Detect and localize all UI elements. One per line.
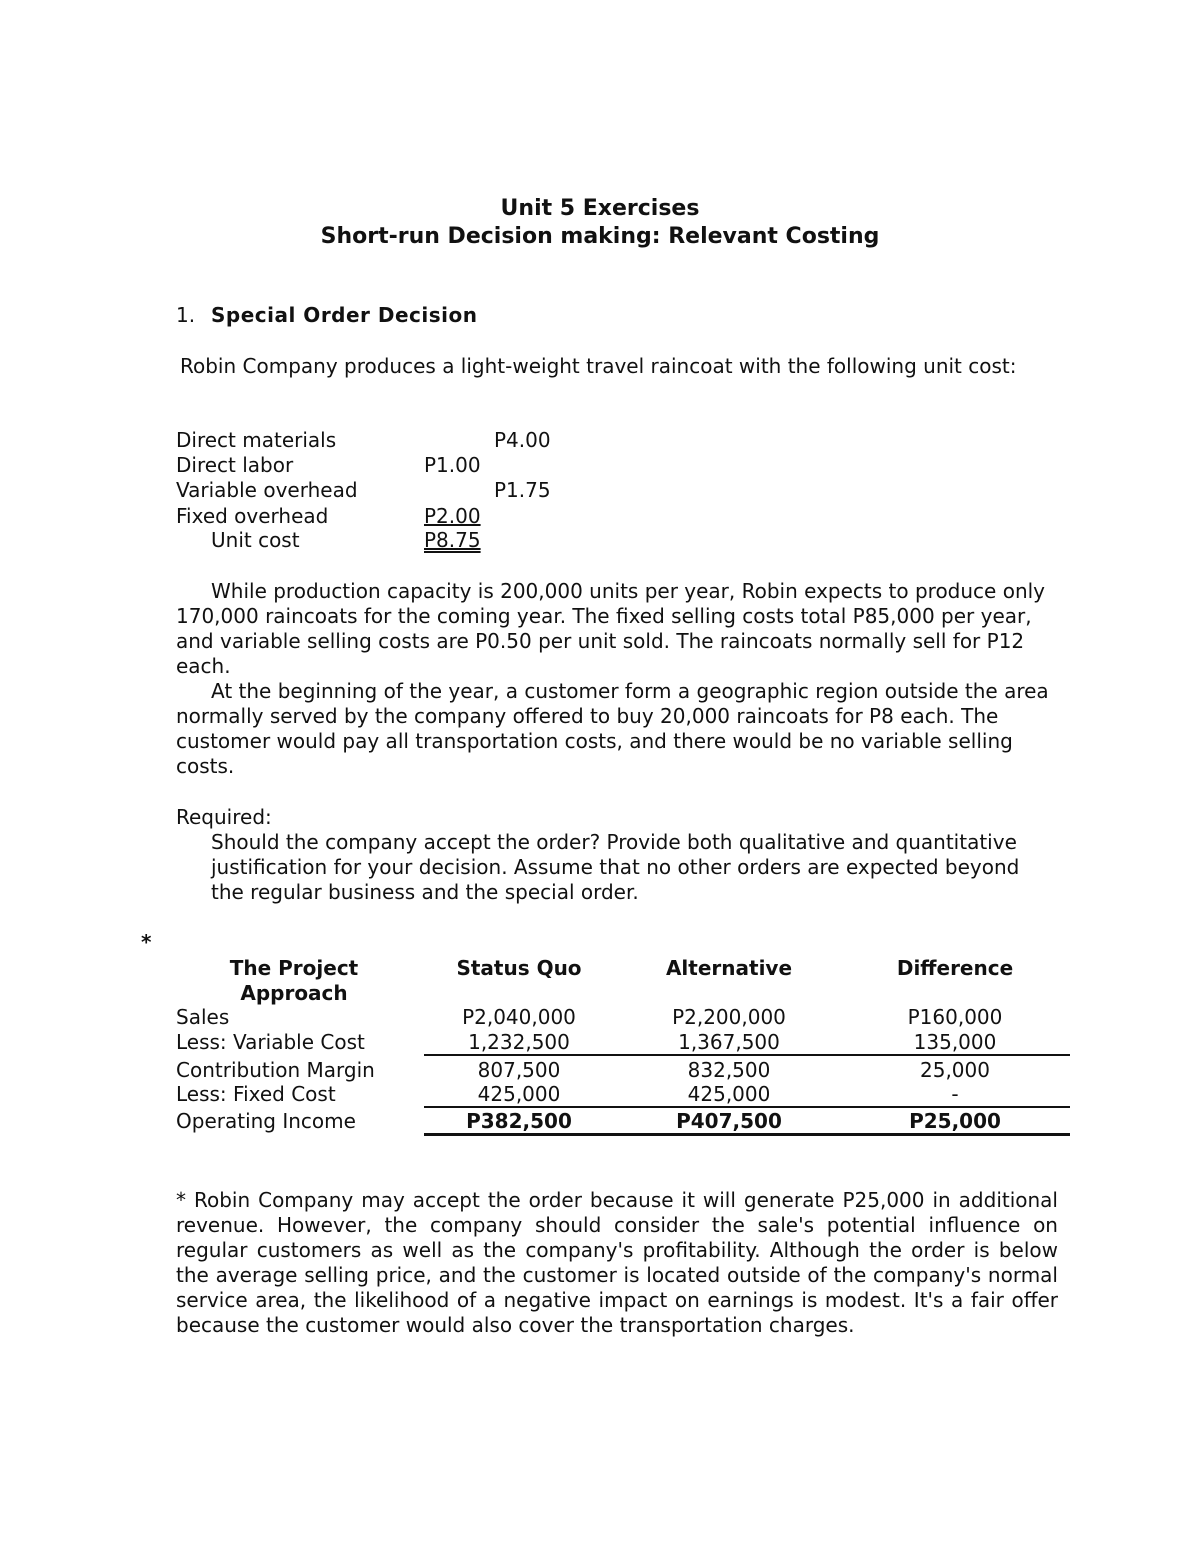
table-cell: 1,367,500 (678, 1030, 780, 1054)
table-rule (424, 1106, 1070, 1108)
cost-value: P1.75 (494, 478, 551, 502)
cost-label: Variable overhead (176, 478, 358, 502)
table-cell-total: P407,500 (676, 1109, 782, 1133)
table-cell: P2,200,000 (672, 1005, 786, 1029)
table-cell-total: P382,500 (466, 1109, 572, 1133)
cost-total-value: P8.75 (424, 528, 481, 552)
cost-label: Direct materials (176, 428, 337, 452)
table-row-label: Operating Income (176, 1109, 356, 1133)
required-text: Should the company accept the order? Provide both qualitative and quantitative justification for your decision. Assume that no other orders are expected beyond the regular business and the special order. (211, 830, 1020, 904)
table-header: Status Quo (456, 956, 582, 980)
required-label: Required: (176, 805, 272, 829)
table-cell: 135,000 (913, 1030, 997, 1054)
cost-value: P4.00 (494, 428, 551, 452)
table-header: Difference (896, 956, 1014, 980)
asterisk-marker: * (141, 930, 152, 954)
table-row-label: Less: Fixed Cost (176, 1082, 336, 1106)
body-paragraph: At the beginning of the year, a customer form a geographic region outside the area normally served by the company offered to buy 20,000 raincoats for P8 each. The customer would pay all transportation costs, and there would be no variable selling costs. (176, 679, 1049, 778)
cost-value: P2.00 (424, 504, 481, 528)
table-cell: 807,500 (477, 1058, 561, 1082)
table-cell: 25,000 (920, 1058, 990, 1082)
cost-label: Direct labor (176, 453, 294, 477)
cost-total-label: Unit cost (211, 528, 300, 552)
table-total-rule (424, 1133, 1070, 1136)
table-row-label: Less: Variable Cost (176, 1030, 365, 1054)
table-header: Alternative (665, 956, 793, 980)
table-cell: - (951, 1082, 959, 1106)
conclusion-paragraph: * Robin Company may accept the order because it will generate P25,000 in additional revenue. However, the company should consider the sale's potential influence on regular customers as well as the company's profitability. Although the order is below the average selling price, and the customer is located outside of the company's normal service area, the likelihood of a negative impact on earnings is modest. It's a fair offer because the customer would also cover the transportation charges. (176, 1188, 1058, 1337)
body-paragraph: While production capacity is 200,000 units per year, Robin expects to produce only 170,000 raincoats for the coming year. The fixed selling costs total P85,000 per year, and variable selling costs are P0.50 per unit sold. The raincoats normally sell for P12 each. (176, 579, 1046, 678)
table-header: The Project Approach (229, 956, 359, 1005)
table-cell: 1,232,500 (468, 1030, 570, 1054)
document-title: Unit 5 Exercises (500, 196, 700, 221)
cost-label: Fixed overhead (176, 504, 329, 528)
table-row-label: Contribution Margin (176, 1058, 375, 1082)
table-cell: P160,000 (907, 1005, 1003, 1029)
table-cell: P2,040,000 (462, 1005, 576, 1029)
section-heading: Special Order Decision (211, 303, 478, 327)
intro-paragraph: Robin Company produces a light-weight travel raincoat with the following unit cost: (180, 354, 1017, 378)
table-cell: 832,500 (687, 1058, 771, 1082)
table-cell-total: P25,000 (909, 1109, 1001, 1133)
table-rule (424, 1054, 1070, 1056)
table-cell: 425,000 (477, 1082, 561, 1106)
table-cell: 425,000 (687, 1082, 771, 1106)
table-row-label: Sales (176, 1005, 230, 1029)
section-number: 1. (176, 303, 196, 327)
cost-value: P1.00 (424, 453, 481, 477)
document-subtitle: Short-run Decision making: Relevant Costing (320, 224, 880, 249)
